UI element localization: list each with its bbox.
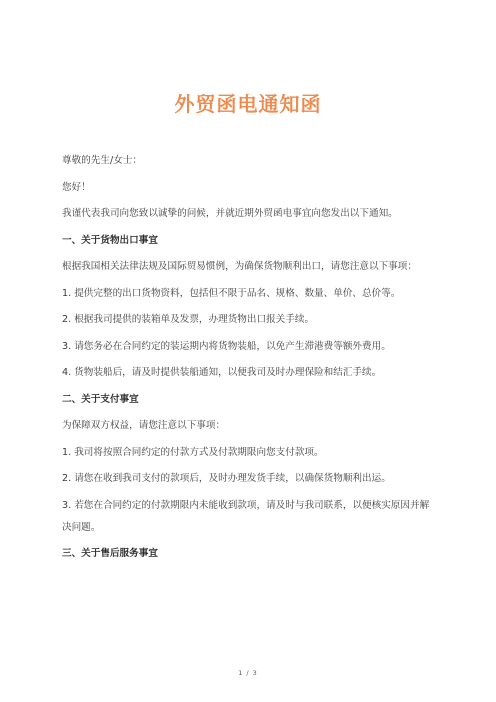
payment-item-2: 2. 请您在收到我司支付的款项后，及时办理发货手续，以确保货物顺利出运。 bbox=[62, 473, 391, 484]
salutation: 尊敬的先生/女士： bbox=[62, 155, 142, 166]
payment-item-1: 1. 我司将按照合同约定的付款方式及付款期限向您支付款项。 bbox=[62, 446, 324, 458]
export-item-4: 4. 货物装船后，请及时提供装船通知，以便我司及时办理保险和结汇手续。 bbox=[62, 367, 382, 378]
document-title: 外贸函电通知函 bbox=[174, 92, 322, 116]
page-indicator: 1 / 3 bbox=[238, 669, 258, 677]
export-item-1: 1. 提供完整的出口货物资料，包括但不限于品名、规格、数量、单价、总价等。 bbox=[62, 287, 401, 299]
section-heading-payment: 二、关于支付事宜 bbox=[62, 393, 139, 405]
export-item-2: 2. 根据我司提供的装箱单及发票，办理货物出口报关手续。 bbox=[62, 314, 315, 325]
document-body bbox=[62, 150, 438, 570]
export-intro: 根据我国相关法律法规及国际贸易惯例，为确保货物顺利出口，请您注意以下事项： bbox=[62, 261, 417, 272]
section-heading-export: 一、关于货物出口事宜 bbox=[62, 234, 158, 246]
payment-intro: 为保障双方权益，请您注意以下事项： bbox=[62, 420, 226, 431]
payment-item-3: 3. 若您在合同约定的付款期限内未能收到款项，请及时与我司联系，以便核实原因并解决问题。 bbox=[62, 499, 430, 533]
intro-paragraph: 我谨代表我司向您致以诚挚的问候，并就近期外贸函电事宜向您发出以下通知。 bbox=[62, 208, 398, 219]
section-heading-after-sales: 三、关于售后服务事宜 bbox=[62, 548, 158, 559]
greeting: 您好！ bbox=[62, 181, 91, 193]
export-item-3: 3. 请您务必在合同约定的装运期内将货物装船，以免产生滞港费等额外费用。 bbox=[62, 340, 391, 352]
